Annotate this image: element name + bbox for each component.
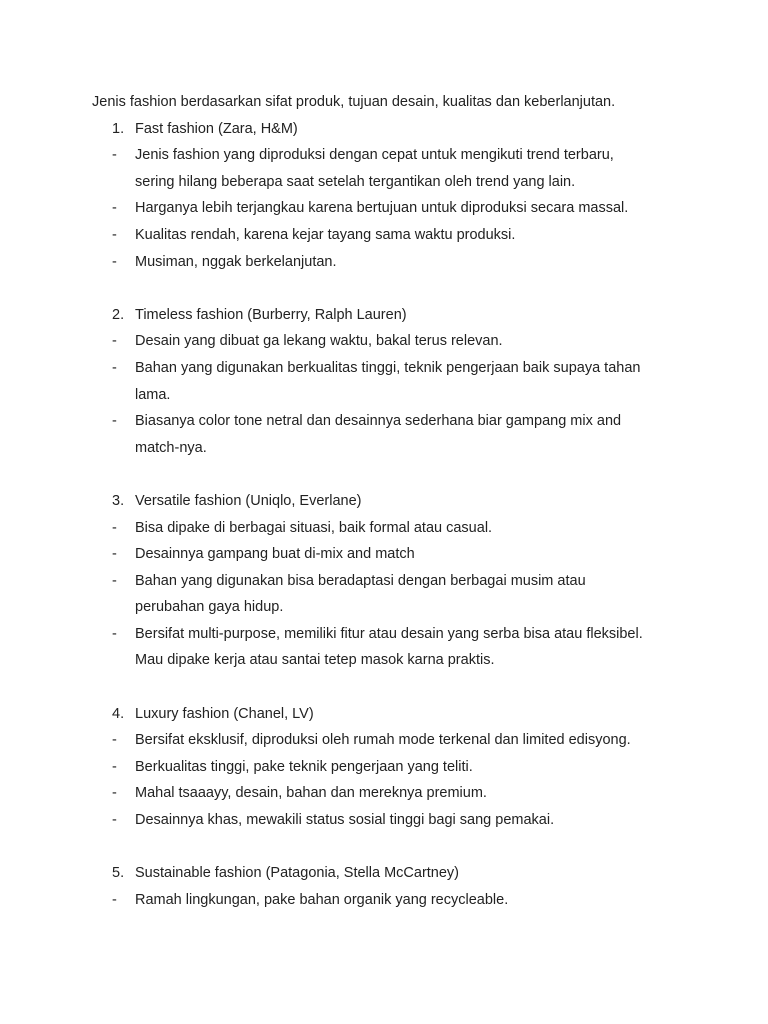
section-heading [92,302,712,329]
bullet-text-line: perubahan gaya hidup. [135,599,284,616]
section-2 [92,302,712,462]
bullet-dash: - [112,785,117,802]
bullet-dash: - [112,226,117,243]
list-number: 5. [112,865,125,882]
bullet-dash: - [112,732,117,749]
section-5 [92,860,712,913]
bullet-dash: - [112,200,117,217]
section-heading [92,860,712,887]
bullet-dash: - [112,519,117,536]
bullet-text-line: match-nya. [135,439,207,456]
bullet-item [92,621,712,674]
bullet-item [92,887,712,914]
bullet-item [92,195,712,222]
section-heading-text: Sustainable fashion (Patagonia, Stella McCartney) [135,865,460,882]
list-number: 4. [112,705,125,722]
bullet-dash: - [112,359,117,376]
bullet-text-line: Kualitas rendah, karena kejar tayang sama waktu produksi. [135,226,516,243]
bullet-text-line: Mahal tsaaayy, desain, bahan dan mereknya premium. [135,785,487,802]
section-heading-text: Fast fashion (Zara, H&M) [135,120,298,137]
section-1 [92,116,712,276]
bullet-item [92,328,712,355]
bullet-text-line: Jenis fashion yang diproduksi dengan cepat untuk mengikuti trend terbaru, [135,147,614,164]
bullet-dash: - [112,572,117,589]
section-4 [92,701,712,834]
bullet-item [92,541,712,568]
bullet-dash: - [112,253,117,270]
section-heading [92,488,712,515]
bullet-text-line: Desainnya khas, mewakili status sosial tinggi bagi sang pemakai. [135,812,555,829]
bullet-text-line: Bersifat eksklusif, diproduksi oleh rumah mode terkenal dan limited edisyong. [135,732,631,749]
section-heading-text: Luxury fashion (Chanel, LV) [135,705,314,722]
bullet-item [92,142,712,195]
section-heading [92,701,712,728]
bullet-dash: - [112,812,117,829]
bullet-item [92,249,712,276]
bullet-text-line: Musiman, nggak berkelanjutan. [135,253,337,270]
list-number: 1. [112,120,125,137]
intro-text: Jenis fashion berdasarkan sifat produk, tujuan desain, kualitas dan keberlanjutan. [92,94,616,110]
bullet-text-line: lama. [135,386,171,403]
bullet-text-line: Harganya lebih terjangkau karena bertujuan untuk diproduksi secara massal. [135,200,629,217]
bullet-dash: - [112,625,117,642]
bullet-text-line: sering hilang beberapa saat setelah tergantikan oleh trend yang lain. [135,173,576,190]
bullet-item [92,807,712,834]
bullet-dash: - [112,758,117,775]
bullet-dash: - [112,413,117,430]
bullet-item [92,780,712,807]
bullet-text-line: Bersifat multi-purpose, memiliki fitur atau desain yang serba bisa atau fleksibel. [135,625,643,642]
bullet-item [92,222,712,249]
bullet-item [92,515,712,542]
bullet-text-line: Berkualitas tinggi, pake teknik pengerjaan yang teliti. [135,758,473,775]
bullet-text-line: Biasanya color tone netral dan desainnya sederhana biar gampang mix and [135,413,622,430]
bullet-item [92,754,712,781]
section-list [92,116,712,914]
bullet-dash: - [112,891,117,908]
section-heading-text: Timeless fashion (Burberry, Ralph Lauren) [135,306,407,323]
bullet-dash: - [112,147,117,164]
bullet-item [92,727,712,754]
section-heading [92,116,712,143]
bullet-text-line: Mau dipake kerja atau santai tetep masok karna praktis. [135,652,495,669]
section-heading-text: Versatile fashion (Uniqlo, Everlane) [135,492,362,509]
bullet-text-line: Desain yang dibuat ga lekang waktu, bakal terus relevan. [135,333,503,350]
bullet-text-line: Ramah lingkungan, pake bahan organik yang recycleable. [135,891,509,908]
bullet-text-line: Bahan yang digunakan bisa beradaptasi dengan berbagai musim atau [135,572,586,589]
bullet-item [92,568,712,621]
bullet-dash: - [112,333,117,350]
bullet-item [92,355,712,408]
bullet-text-line: Desainnya gampang buat di-mix and match [135,546,415,563]
bullet-item [92,408,712,461]
bullet-text-line: Bisa dipake di berbagai situasi, baik formal atau casual. [135,519,493,536]
list-number: 3. [112,492,125,509]
bullet-dash: - [112,546,117,563]
list-number: 2. [112,306,125,323]
section-3 [92,488,712,674]
document-content [92,89,712,913]
bullet-text-line: Bahan yang digunakan berkualitas tinggi, teknik pengerjaan baik supaya tahan [135,359,641,376]
